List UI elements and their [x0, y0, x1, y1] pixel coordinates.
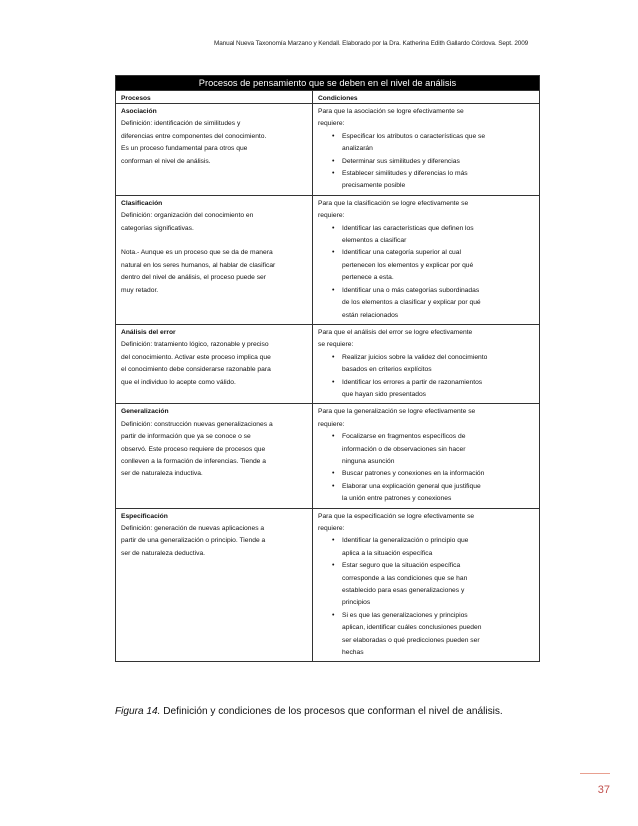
condition-item-line: elementos a clasificar: [342, 237, 407, 245]
conditions-cell: [313, 325, 539, 403]
process-definition-line: conforman el nivel de análisis.: [121, 157, 211, 165]
process-definition-line: ser de naturaleza inductiva.: [121, 470, 203, 478]
condition-item-line: • Estar seguro que la situación específica: [342, 562, 461, 570]
conditions-intro-line: requiere:: [318, 212, 345, 220]
condition-item: [318, 610, 535, 660]
table-row: [116, 403, 539, 507]
page-number-rule: [580, 773, 610, 774]
figure-caption-text: Definición y condiciones de los procesos que conforman el nivel de análisis.: [160, 706, 503, 717]
conditions-list: [318, 223, 535, 322]
condition-item-line: • Determinar sus similitudes y diferencias: [342, 157, 460, 165]
condition-item-line: pertenece a esta.: [342, 274, 394, 282]
condition-item: [318, 223, 535, 248]
table-title: Procesos de pensamiento que se deben en el nivel de análisis: [116, 76, 539, 90]
process-note-line: Nota.- Aunque es un proceso que se da de manera: [121, 249, 273, 257]
conditions-intro-line: Para que la clasificación se logre efectivamente se: [318, 199, 469, 207]
conditions-list: [318, 352, 535, 402]
process-cell: [116, 104, 313, 195]
condition-item-line: aplican, identificar cuáles conclusiones pueden: [342, 624, 482, 632]
condition-item-line: principios: [342, 599, 371, 607]
condition-item-line: • Realizar juicios sobre la validez del conocimiento: [342, 353, 488, 361]
condition-item-line: que hayan sido presentados: [342, 390, 427, 398]
process-cell: [116, 509, 313, 662]
table-body: [116, 103, 539, 661]
condition-item: [318, 377, 535, 402]
condition-item-line: • Identificar una o más categorías subordinadas: [342, 286, 480, 294]
process-name: Generalización: [121, 408, 169, 416]
condition-item: [318, 168, 535, 193]
process-definition-line: Es un proceso fundamental para otros que: [121, 145, 248, 153]
process-definition-line: ser de naturaleza deductiva.: [121, 549, 206, 557]
process-definition-line: el conocimiento debe considerarse razonable para: [121, 366, 271, 374]
condition-item-line: • Especificar los atributos o características que se: [342, 132, 486, 140]
process-name: Análisis del error: [121, 328, 176, 336]
table-row: [116, 195, 539, 324]
figure-label: Figura 14.: [115, 706, 161, 717]
condition-item: [318, 352, 535, 377]
process-cell: [116, 325, 313, 403]
table-row: [116, 324, 539, 403]
condition-item: [318, 468, 535, 480]
conditions-intro-line: requiere:: [318, 420, 345, 428]
process-cell: [116, 404, 313, 507]
condition-item-line: ser elaboradas o qué predicciones pueden ser: [342, 636, 480, 644]
conditions-list: [318, 535, 535, 659]
conditions-intro-line: se requiere:: [318, 341, 354, 349]
conditions-intro-line: Para que la generalización se logre efectivamente se: [318, 408, 476, 416]
condition-item-line: • Identificar la generalización o principio que: [342, 537, 469, 545]
process-definition-line: Definición: tratamiento lógico, razonable y preciso: [121, 341, 269, 349]
process-note-line: muy retador.: [121, 286, 159, 294]
condition-item-line: aplica a la situación específica: [342, 549, 433, 557]
table-row: [116, 103, 539, 195]
condition-item-line: basados en criterios explícitos: [342, 366, 432, 374]
conditions-intro-line: Para que la especificación se logre efectivamente se: [318, 512, 475, 520]
condition-item-line: • Elaborar una explicación general que justifique: [342, 482, 481, 490]
processes-table: [115, 75, 540, 662]
table-header-row: [116, 90, 539, 103]
condition-item-line: de los elementos a clasificar y explicar por qué: [342, 299, 481, 307]
condition-item-line: ninguna asunción: [342, 457, 395, 465]
process-note-line: natural en los seres humanos, al hablar de clasificar: [121, 261, 276, 269]
process-name: Especificación: [121, 512, 168, 520]
conditions-intro-line: Para que el análisis del error se logre efectivamente: [318, 328, 473, 336]
condition-item-line: • Buscar patrones y conexiones en la información: [342, 470, 485, 478]
process-definition-line: Definición: organización del conocimiento en: [121, 212, 254, 220]
table-row: [116, 508, 539, 662]
condition-item-line: • Identificar las características que definen los: [342, 224, 474, 232]
condition-item: [318, 247, 535, 284]
condition-item-line: hechas: [342, 649, 364, 657]
spacer: [121, 235, 308, 247]
condition-item: [318, 560, 535, 610]
condition-item: [318, 535, 535, 560]
condition-item-line: pertenecen los elementos y explicar por qué: [342, 261, 474, 269]
condition-item: [318, 156, 535, 168]
condition-item-line: la unión entre patrones y conexiones: [342, 495, 452, 503]
conditions-cell: [313, 404, 539, 507]
conditions-list: [318, 131, 535, 193]
conditions-cell: [313, 509, 539, 662]
condition-item: [318, 431, 535, 468]
condition-item: [318, 285, 535, 322]
column-header-procesos: Procesos: [116, 91, 313, 103]
conditions-intro-line: requiere:: [318, 120, 345, 128]
conditions-list: [318, 431, 535, 505]
condition-item: [318, 131, 535, 156]
process-definition-line: partir de una generalización o principio. Tiende a: [121, 537, 266, 545]
condition-item-line: información o de observaciones sin hacer: [342, 445, 466, 453]
condition-item-line: corresponde a las condiciones que se han: [342, 574, 468, 582]
process-definition-line: Definición: identificación de similitudes y: [121, 120, 241, 128]
condition-item-line: están relacionados: [342, 311, 399, 319]
process-definition-line: categorías significativas.: [121, 224, 194, 232]
conditions-cell: [313, 196, 539, 324]
process-name: Clasificación: [121, 199, 163, 207]
running-header: Manual Nueva Taxonomía Marzano y Kendall. Elaborado por la Dra. Katherina Edith Gallardo Córdova. Sept. 2009: [214, 40, 529, 47]
process-definition-line: diferencias entre componentes del conocimiento.: [121, 132, 267, 140]
process-definition-line: Definición: construcción nuevas generalizaciones a: [121, 420, 273, 428]
condition-item-line: precisamente posible: [342, 182, 406, 190]
condition-item-line: establecido para esas generalizaciones y: [342, 587, 465, 595]
page-number: 37: [597, 784, 610, 796]
condition-item-line: • Establecer similitudes y diferencias lo más: [342, 170, 468, 178]
process-definition-line: del conocimiento. Activar este proceso implica que: [121, 353, 271, 361]
process-cell: [116, 196, 313, 324]
condition-item: [318, 481, 535, 506]
process-name: Asociación: [121, 108, 157, 115]
condition-item-line: analizarán: [342, 145, 373, 153]
figure-caption: [115, 706, 575, 717]
process-note-line: dentro del nivel de análisis, el proceso puede ser: [121, 274, 266, 282]
condition-item-line: • Si es que las generalizaciones y principios: [342, 611, 468, 619]
process-definition-line: conlleven a la formación de inferencias. Tiende a: [121, 457, 266, 465]
conditions-cell: [313, 104, 539, 195]
conditions-intro-line: Para que la asociación se logre efectivamente se: [318, 108, 464, 115]
process-definition-line: que el individuo lo acepte como válido.: [121, 378, 236, 386]
process-definition-line: Definición: generación de nuevas aplicaciones a: [121, 525, 265, 532]
condition-item-line: • Identificar una categoría superior al cual: [342, 249, 461, 257]
process-definition-line: partir de información que ya se conoce o se: [121, 433, 251, 441]
column-header-condiciones: Condiciones: [318, 95, 358, 102]
process-definition-line: observó. Este proceso requiere de procesos que: [121, 445, 266, 453]
conditions-intro-line: requiere:: [318, 525, 345, 532]
condition-item-line: • Focalizarse en fragmentos específicos de: [342, 433, 466, 441]
condition-item-line: • Identificar los errores a partir de razonamientos: [342, 378, 483, 386]
